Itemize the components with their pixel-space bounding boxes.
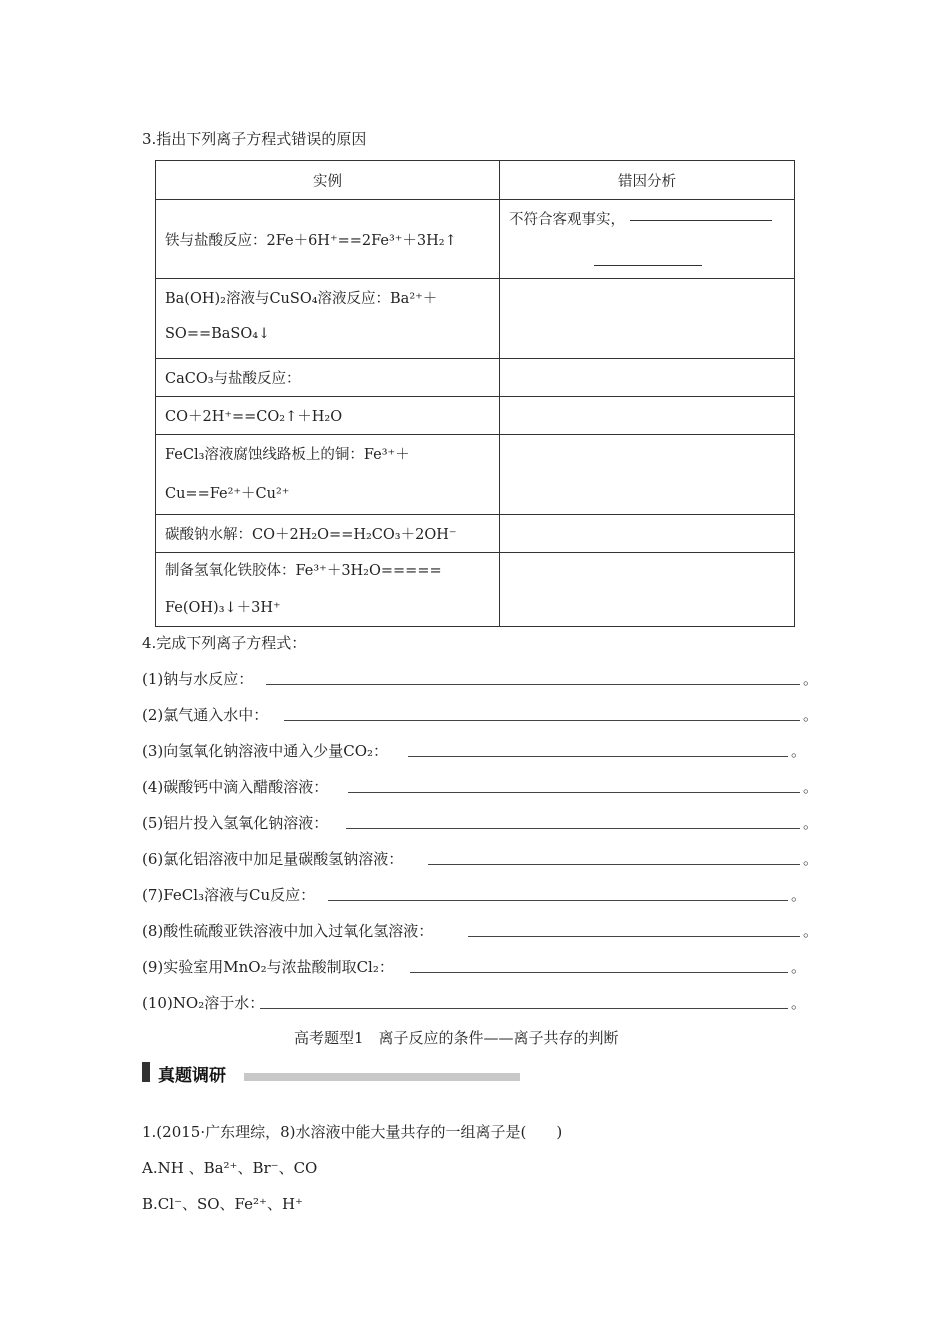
table-row [156,359,795,397]
answer-line[interactable] [328,900,788,901]
q4-item-1: (1)钠与水反应： [142,670,254,688]
q4-item-10: (10)NO₂溶于水： [142,994,265,1012]
table-header-row [156,161,795,200]
error-analysis-table [155,160,795,627]
period: 。 [791,958,807,976]
q4-item-2: (2)氯气通入水中： [142,706,269,724]
period: 。 [791,742,807,760]
question-4-title: 4.完成下列离子方程式： [142,634,307,652]
answer-cell[interactable] [500,279,795,359]
answer-cell[interactable] [500,397,795,435]
q4-item-7: (7)FeCl₃溶液与Cu反应： [142,886,316,904]
answer-line[interactable] [284,720,800,721]
answer-line[interactable] [260,1008,788,1009]
answer-cell[interactable] [500,553,795,627]
answer-blank[interactable] [594,264,702,266]
section-divider [244,1073,520,1081]
row7-example-line1: 制备氢氧化铁胶体：Fe³⁺＋3H₂O===== [165,563,442,579]
question-3-title: 3.指出下列离子方程式错误的原因 [142,130,367,148]
option-b[interactable]: B.Cl⁻、SO、Fe²⁺、H⁺ [142,1195,303,1213]
q4-item-3: (3)向氢氧化钠溶液中通入少量CO₂： [142,742,389,760]
q4-item-6: (6)氯化铝溶液中加足量碳酸氢钠溶液： [142,850,404,868]
section-title: 真题调研 [158,1066,226,1086]
answer-line[interactable] [410,972,788,973]
table-row [156,279,795,359]
answer-cell[interactable] [500,359,795,397]
answer-line[interactable] [468,936,800,937]
exam-type-heading: 高考题型1 离子反应的条件——离子共存的判断 [294,1029,619,1047]
header-example: 实例 [156,161,500,200]
table-row [156,435,795,515]
q4-item-8: (8)酸性硫酸亚铁溶液中加入过氧化氢溶液： [142,922,434,940]
row2-example-line2: SO==BaSO₄↓ [165,326,271,342]
period: 。 [803,670,819,688]
answer-blank[interactable] [630,219,772,221]
period: 。 [803,850,819,868]
row1-example: 铁与盐酸反应：2Fe＋6H⁺==2Fe³⁺＋3H₂↑ [165,232,457,249]
answer-line[interactable] [408,756,788,757]
row4-example: CO＋2H⁺==CO₂↑＋H₂O [165,409,343,425]
row3-example: CaCO₃与盐酸反应： [165,371,301,387]
q4-item-4: (4)碳酸钙中滴入醋酸溶液： [142,778,329,796]
answer-cell[interactable] [500,515,795,553]
table-row [156,397,795,435]
table-row [156,515,795,553]
row5-example-line1: FeCl₃溶液腐蚀线路板上的铜：Fe³⁺＋ [165,447,410,463]
answer-line[interactable] [266,684,800,685]
q4-item-9: (9)实验室用MnO₂与浓盐酸制取Cl₂： [142,958,394,976]
q4-item-5: (5)铝片投入氢氧化钠溶液： [142,814,329,832]
answer-line[interactable] [428,864,800,865]
row6-example: 碳酸钠水解：CO＋2H₂O==H₂CO₃＋2OH⁻ [165,527,457,543]
row5-example-line2: Cu==Fe²⁺＋Cu²⁺ [165,486,290,502]
answer-line[interactable] [346,828,800,829]
table-row [156,200,795,279]
row1-analysis: 不符合客观事实， [509,212,625,228]
answer-cell[interactable] [500,435,795,515]
answer-line[interactable] [348,792,800,793]
period: 。 [803,706,819,724]
period: 。 [791,994,807,1012]
question-1-stem: 1.(2015·广东理综，8)水溶液中能大量共存的一组离子是( ) [142,1123,563,1141]
period: 。 [803,814,819,832]
period: 。 [803,922,819,940]
row7-example-line2: Fe(OH)₃↓＋3H⁺ [165,600,281,616]
table-row [156,553,795,627]
period: 。 [791,886,807,904]
header-analysis: 错因分析 [500,161,795,200]
period: 。 [803,778,819,796]
option-a[interactable]: A.NH 、Ba²⁺、Br⁻、CO [142,1159,318,1177]
section-marker [142,1062,150,1082]
row2-example-line1: Ba(OH)₂溶液与CuSO₄溶液反应：Ba²⁺＋ [165,291,438,307]
